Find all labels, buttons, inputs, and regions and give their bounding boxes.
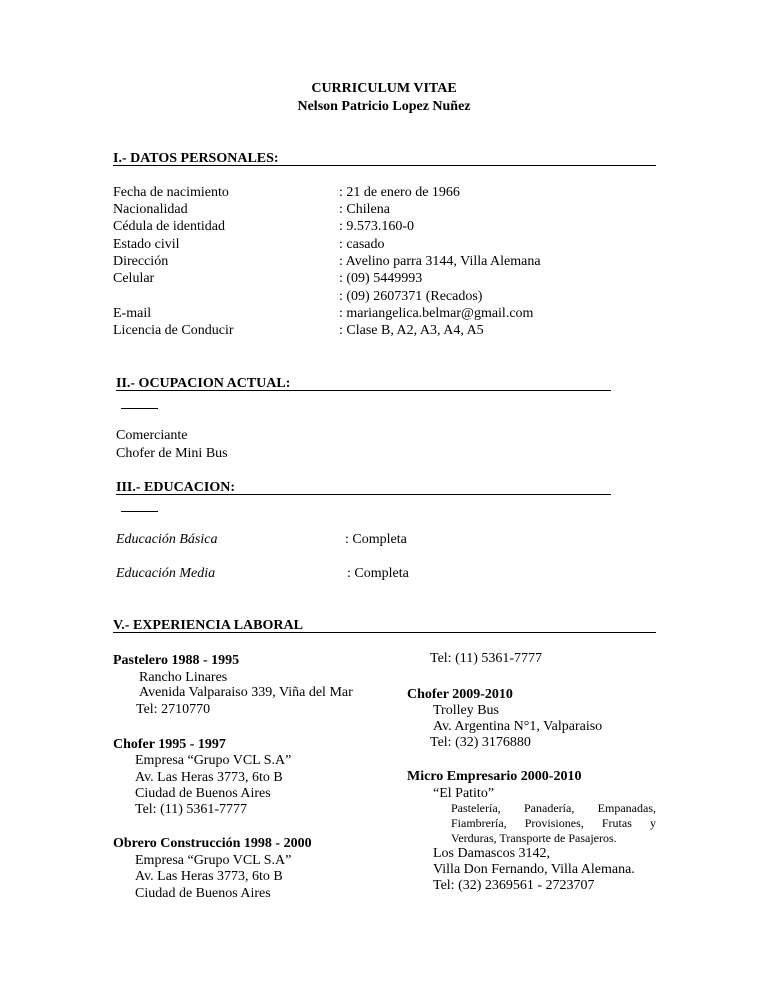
job-line: Empresa “Grupo VCL S.A”	[135, 753, 292, 768]
section-underline	[116, 494, 611, 495]
email-value: : mariangelica.belmar@gmail.com	[339, 306, 534, 321]
job-line: Av. Las Heras 3773, 6to B	[135, 869, 283, 884]
document-title: CURRICULUM VITAE	[311, 81, 457, 96]
section-heading-educacion: III.- EDUCACION:	[116, 480, 236, 495]
field-value: : (09) 5449993	[339, 271, 423, 286]
job-title: Pastelero 1988 - 1995	[113, 653, 240, 668]
section-heading-experiencia-laboral: V.- EXPERIENCIA LABORAL	[113, 618, 303, 633]
field-label: Cédula de identidad	[113, 219, 225, 234]
job-line: Ciudad de Buenos Aires	[135, 786, 271, 801]
field-label: Licencia de Conducir	[113, 323, 234, 338]
field-value: : (09) 2607371 (Recados)	[339, 289, 483, 304]
section-underline	[116, 390, 611, 391]
job-line: Tel: (32) 3176880	[430, 735, 531, 750]
section-heading-datos-personales: I.- DATOS PERSONALES:	[113, 151, 279, 166]
section-heading-ocupacion-actual: II.- OCUPACION ACTUAL:	[116, 376, 291, 391]
field-value: : 21 de enero de 1966	[339, 185, 460, 200]
job-line: Empresa “Grupo VCL S.A”	[135, 853, 292, 868]
education-label: Educación Básica	[116, 532, 218, 547]
job-line: Avenida Valparaiso 339, Viña del Mar	[139, 685, 353, 700]
field-value: : casado	[339, 237, 385, 252]
education-label: Educación Media	[116, 566, 216, 581]
field-label: Dirección	[113, 254, 169, 269]
job-line: Trolley Bus	[433, 703, 500, 718]
field-label: Celular	[113, 271, 155, 286]
job-title: Micro Empresario 2000-2010	[407, 769, 582, 784]
field-value: : Chilena	[339, 202, 390, 217]
education-value: : Completa	[345, 532, 407, 547]
job-title: Chofer 1995 - 1997	[113, 737, 226, 752]
job-line: Tel: (32) 2369561 - 2723707	[433, 878, 595, 893]
field-label: Estado civil	[113, 237, 180, 252]
business-description: Pastelería, Panadería, Empanadas, Fiambrería, Provisiones, Frutas y Verduras, Transporte de Pasajeros.	[451, 801, 656, 845]
job-line: Tel: (11) 5361-7777	[430, 651, 543, 666]
section-underline-continued	[121, 511, 158, 512]
field-label: Nacionalidad	[113, 202, 188, 217]
field-value: : Clase B, A2, A3, A4, A5	[339, 323, 484, 338]
job-line: Av. Las Heras 3773, 6to B	[135, 770, 283, 785]
field-label: E-mail	[113, 306, 152, 321]
field-value: : 9.573.160-0	[339, 219, 415, 234]
section-underline-continued	[121, 408, 158, 409]
job-line: Los Damascos 3142,	[433, 846, 551, 861]
job-title: Obrero Construcción 1998 - 2000	[113, 836, 312, 851]
occupation-item: Chofer de Mini Bus	[116, 446, 228, 461]
occupation-item: Comerciante	[116, 428, 188, 443]
job-line: Av. Argentina N°1, Valparaiso	[433, 719, 603, 734]
job-line: Villa Don Fernando, Villa Alemana.	[433, 862, 635, 877]
section-underline	[113, 632, 656, 633]
field-value: : Avelino parra 3144, Villa Alemana	[339, 254, 541, 269]
job-line: Tel: (11) 5361-7777	[135, 802, 248, 817]
job-line: “El Patito”	[433, 786, 495, 801]
field-label: Fecha de nacimiento	[113, 185, 229, 200]
job-line: Rancho Linares	[139, 670, 228, 685]
candidate-name: Nelson Patricio Lopez Nuñez	[297, 99, 471, 114]
education-value: : Completa	[347, 566, 409, 581]
section-underline	[113, 165, 656, 166]
job-line: Tel: 2710770	[136, 702, 211, 717]
job-line: Ciudad de Buenos Aires	[135, 886, 271, 901]
job-title: Chofer 2009-2010	[407, 687, 513, 702]
